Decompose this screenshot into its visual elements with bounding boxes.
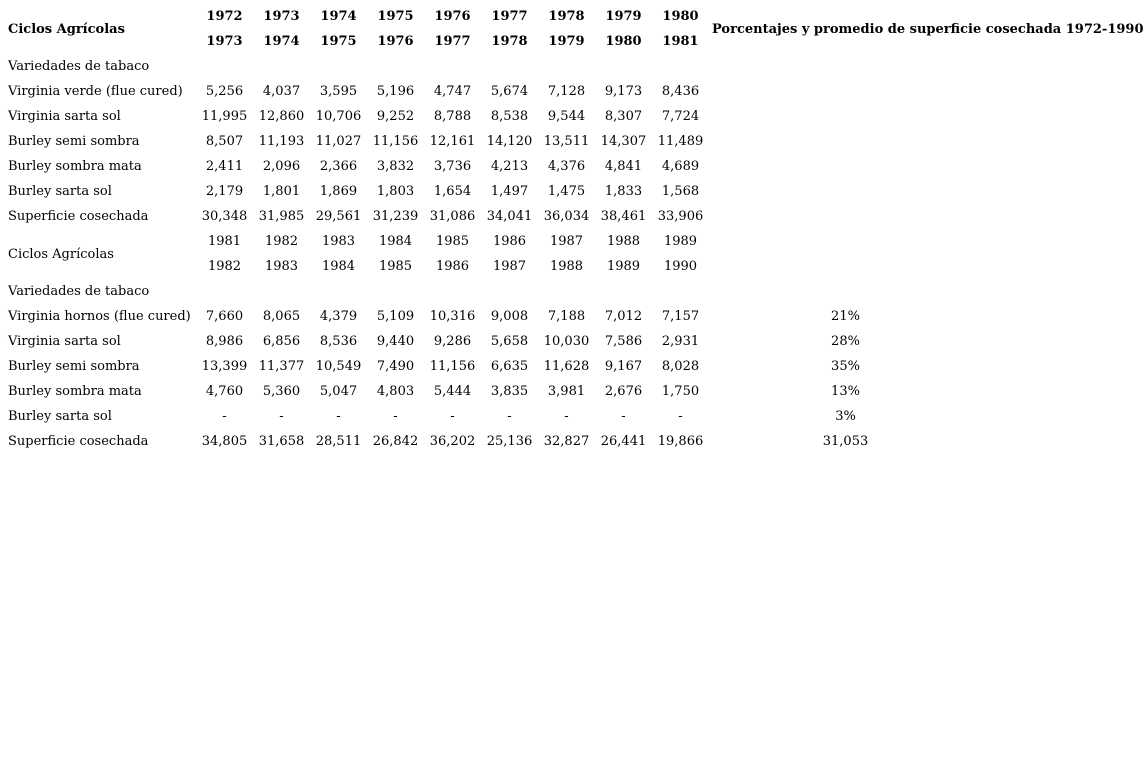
row-value: 3,832 [376,159,415,174]
row-value: 2,931 [661,334,700,349]
year-start: 1982 [264,234,299,249]
row-value: 1,869 [319,184,358,199]
row-value: 11,377 [258,359,305,374]
row-value: - [564,409,569,424]
year-start: 1979 [605,9,642,24]
row-value: 8,065 [262,309,301,324]
row-value: 11,156 [372,134,419,149]
empty-cell [595,54,652,79]
empty-cell [367,279,424,304]
row-value: 2,676 [604,384,643,399]
row-label: Burley semi sombra [8,359,140,374]
row-value: 6,635 [490,359,529,374]
row-value: 11,995 [201,109,248,124]
table-row [4,429,1142,454]
row-value: 3,981 [547,384,586,399]
empty-cell [538,54,595,79]
row-value: 29,561 [315,209,362,224]
row-value: 2,179 [205,184,244,199]
row-value: 11,628 [543,359,590,374]
year-end: 1987 [492,259,527,274]
row-value: 10,706 [315,109,362,124]
row-value: 30,348 [201,209,248,224]
row-value: 4,747 [433,84,472,99]
row-value: 5,360 [262,384,301,399]
tobacco-harvest-table [4,4,1142,454]
row-value: 14,307 [600,134,647,149]
row-value: 4,037 [262,84,301,99]
year-start: 1978 [548,9,585,24]
year-end: 1975 [320,34,357,49]
year-start: 1980 [662,9,699,24]
row-value: 10,549 [315,359,362,374]
empty-cell [367,54,424,79]
year-end: 1982 [207,259,242,274]
row-summary: 3% [835,409,856,424]
row-value: 8,436 [661,84,700,99]
row-value: 25,136 [486,434,533,449]
row-value: 11,193 [258,134,305,149]
table-row [4,104,1142,129]
row-value: 31,239 [372,209,419,224]
row-label: Burley semi sombra [8,134,140,149]
row-value: - [678,409,683,424]
row-label: Virginia sarta sol [8,109,121,124]
row-value: 26,842 [372,434,419,449]
empty-cell [709,104,1142,129]
row-value: 4,376 [547,159,586,174]
row-value: 5,674 [490,84,529,99]
year-start: 1988 [606,234,641,249]
row-value: 19,866 [657,434,704,449]
row-value: 13,511 [543,134,590,149]
varieties-row [4,54,1142,79]
row-value: 8,307 [604,109,643,124]
row-label: Virginia sarta sol [8,334,121,349]
row-label: Burley sombra mata [8,159,142,174]
row-value: 5,109 [376,309,415,324]
row-value: 5,444 [433,384,472,399]
row-value: 5,658 [490,334,529,349]
row-value: 8,536 [319,334,358,349]
row-value: 12,860 [258,109,305,124]
row-label: Superficie cosechada [8,209,149,224]
row-value: 7,012 [604,309,643,324]
year-start: 1985 [435,234,470,249]
row-label: Burley sombra mata [8,384,142,399]
row-value: 10,030 [543,334,590,349]
row-value: 11,027 [315,134,362,149]
empty-cell [196,54,253,79]
row-value: 9,252 [376,109,415,124]
row-value: 34,041 [486,209,533,224]
row-summary: 35% [831,359,860,374]
empty-cell [709,54,1142,79]
row-value: - [336,409,341,424]
row-value: 14,120 [486,134,533,149]
row-value: 28,511 [315,434,362,449]
row-value: - [450,409,455,424]
row-value: 1,833 [604,184,643,199]
row-value: 5,196 [376,84,415,99]
empty-cell [196,279,253,304]
row-value: 5,047 [319,384,358,399]
row-value: 1,801 [262,184,301,199]
row-value: 1,654 [433,184,472,199]
empty-cell [595,279,652,304]
empty-cell [709,154,1142,179]
row-value: 9,544 [547,109,586,124]
year-start: 1975 [377,9,414,24]
varieties-label: Variedades de tabaco [8,284,150,299]
empty-cell [709,129,1142,154]
empty-cell [652,54,709,79]
row-summary: 31,053 [822,434,869,449]
year-end: 1974 [263,34,300,49]
row-value: 38,461 [600,209,647,224]
row-value: 11,156 [429,359,476,374]
empty-cell [481,54,538,79]
row-value: 9,173 [604,84,643,99]
varieties-row [4,279,1142,304]
row-value: 36,034 [543,209,590,224]
year-start: 1974 [320,9,357,24]
row-value: 8,538 [490,109,529,124]
row-value: 31,086 [429,209,476,224]
year-end: 1977 [434,34,471,49]
empty-cell [424,54,481,79]
empty-cell [652,279,709,304]
row-summary: 28% [831,334,860,349]
row-value: 3,835 [490,384,529,399]
row-value: 31,985 [258,209,305,224]
cycles-header: Ciclos Agrícolas [8,246,114,262]
empty-cell [709,204,1142,229]
row-value: 36,202 [429,434,476,449]
row-value: 34,805 [201,434,248,449]
row-label: Virginia hornos (flue cured) [8,309,191,324]
empty-cell [538,279,595,304]
row-value: 9,008 [490,309,529,324]
table-row [4,129,1142,154]
table-body [4,4,1142,454]
table-row [4,304,1142,329]
summary-empty [709,229,1142,279]
row-value: 6,856 [262,334,301,349]
empty-cell [709,279,1142,304]
row-value: 8,986 [205,334,244,349]
table-row [4,354,1142,379]
year-end: 1980 [605,34,642,49]
row-label: Burley sarta sol [8,184,112,199]
row-label: Virginia verde (flue cured) [8,84,183,99]
year-end: 1990 [663,259,698,274]
row-value: 7,490 [376,359,415,374]
row-value: 13,399 [201,359,248,374]
year-start: 1973 [263,9,300,24]
row-value: 1,803 [376,184,415,199]
year-end: 1976 [377,34,414,49]
header-row-start [4,229,1142,254]
row-value: 8,507 [205,134,244,149]
year-start: 1987 [549,234,584,249]
year-end: 1986 [435,259,470,274]
varieties-label: Variedades de tabaco [8,59,150,74]
row-value: 3,595 [319,84,358,99]
row-value: - [393,409,398,424]
table-row [4,379,1142,404]
summary-header: Porcentajes y promedio de superficie cosechada 1972-1990 [712,21,1144,37]
row-value: 26,441 [600,434,647,449]
header-row-start [4,4,1142,29]
row-value: 7,188 [547,309,586,324]
year-end: 1973 [206,34,243,49]
row-value: 8,788 [433,109,472,124]
row-value: 4,760 [205,384,244,399]
table-row [4,204,1142,229]
year-start: 1972 [206,9,243,24]
empty-cell [310,279,367,304]
row-value: 9,167 [604,359,643,374]
row-value: 2,411 [205,159,244,174]
table-row [4,79,1142,104]
table-row [4,154,1142,179]
empty-cell [253,54,310,79]
empty-cell [310,54,367,79]
row-value: 1,497 [490,184,529,199]
cycles-header: Ciclos Agrícolas [8,21,125,37]
row-value: 12,161 [429,134,476,149]
row-value: 1,750 [661,384,700,399]
row-value: - [621,409,626,424]
row-value: 1,568 [661,184,700,199]
empty-cell [709,79,1142,104]
table-row [4,329,1142,354]
row-value: 11,489 [657,134,704,149]
row-value: 32,827 [543,434,590,449]
year-start: 1981 [207,234,242,249]
row-value: 9,440 [376,334,415,349]
year-end: 1989 [606,259,641,274]
row-value: 5,256 [205,84,244,99]
year-start: 1977 [491,9,528,24]
year-end: 1988 [549,259,584,274]
year-start: 1983 [321,234,356,249]
year-start: 1986 [492,234,527,249]
row-value: 8,028 [661,359,700,374]
empty-cell [253,279,310,304]
row-label: Superficie cosechada [8,434,149,449]
table-row [4,404,1142,429]
year-end: 1983 [264,259,299,274]
row-value: 4,379 [319,309,358,324]
row-value: 4,689 [661,159,700,174]
row-summary: 21% [831,309,860,324]
year-end: 1978 [491,34,528,49]
row-value: - [507,409,512,424]
year-end: 1985 [378,259,413,274]
row-value: 2,366 [319,159,358,174]
row-value: 7,586 [604,334,643,349]
row-value: 2,096 [262,159,301,174]
row-summary: 13% [831,384,860,399]
empty-cell [709,179,1142,204]
row-value: 7,128 [547,84,586,99]
row-value: 4,213 [490,159,529,174]
year-end: 1984 [321,259,356,274]
row-value: 7,724 [661,109,700,124]
year-start: 1989 [663,234,698,249]
table-row [4,179,1142,204]
row-value: 3,736 [433,159,472,174]
row-value: 33,906 [657,209,704,224]
empty-cell [424,279,481,304]
year-end: 1981 [662,34,699,49]
row-value: 7,157 [661,309,700,324]
row-value: 4,803 [376,384,415,399]
year-start: 1976 [434,9,471,24]
row-value: 1,475 [547,184,586,199]
row-value: 9,286 [433,334,472,349]
year-end: 1979 [548,34,585,49]
row-value: - [222,409,227,424]
row-value: - [279,409,284,424]
empty-cell [481,279,538,304]
row-label: Burley sarta sol [8,409,112,424]
year-start: 1984 [378,234,413,249]
row-value: 7,660 [205,309,244,324]
row-value: 31,658 [258,434,305,449]
row-value: 4,841 [604,159,643,174]
row-value: 10,316 [429,309,476,324]
